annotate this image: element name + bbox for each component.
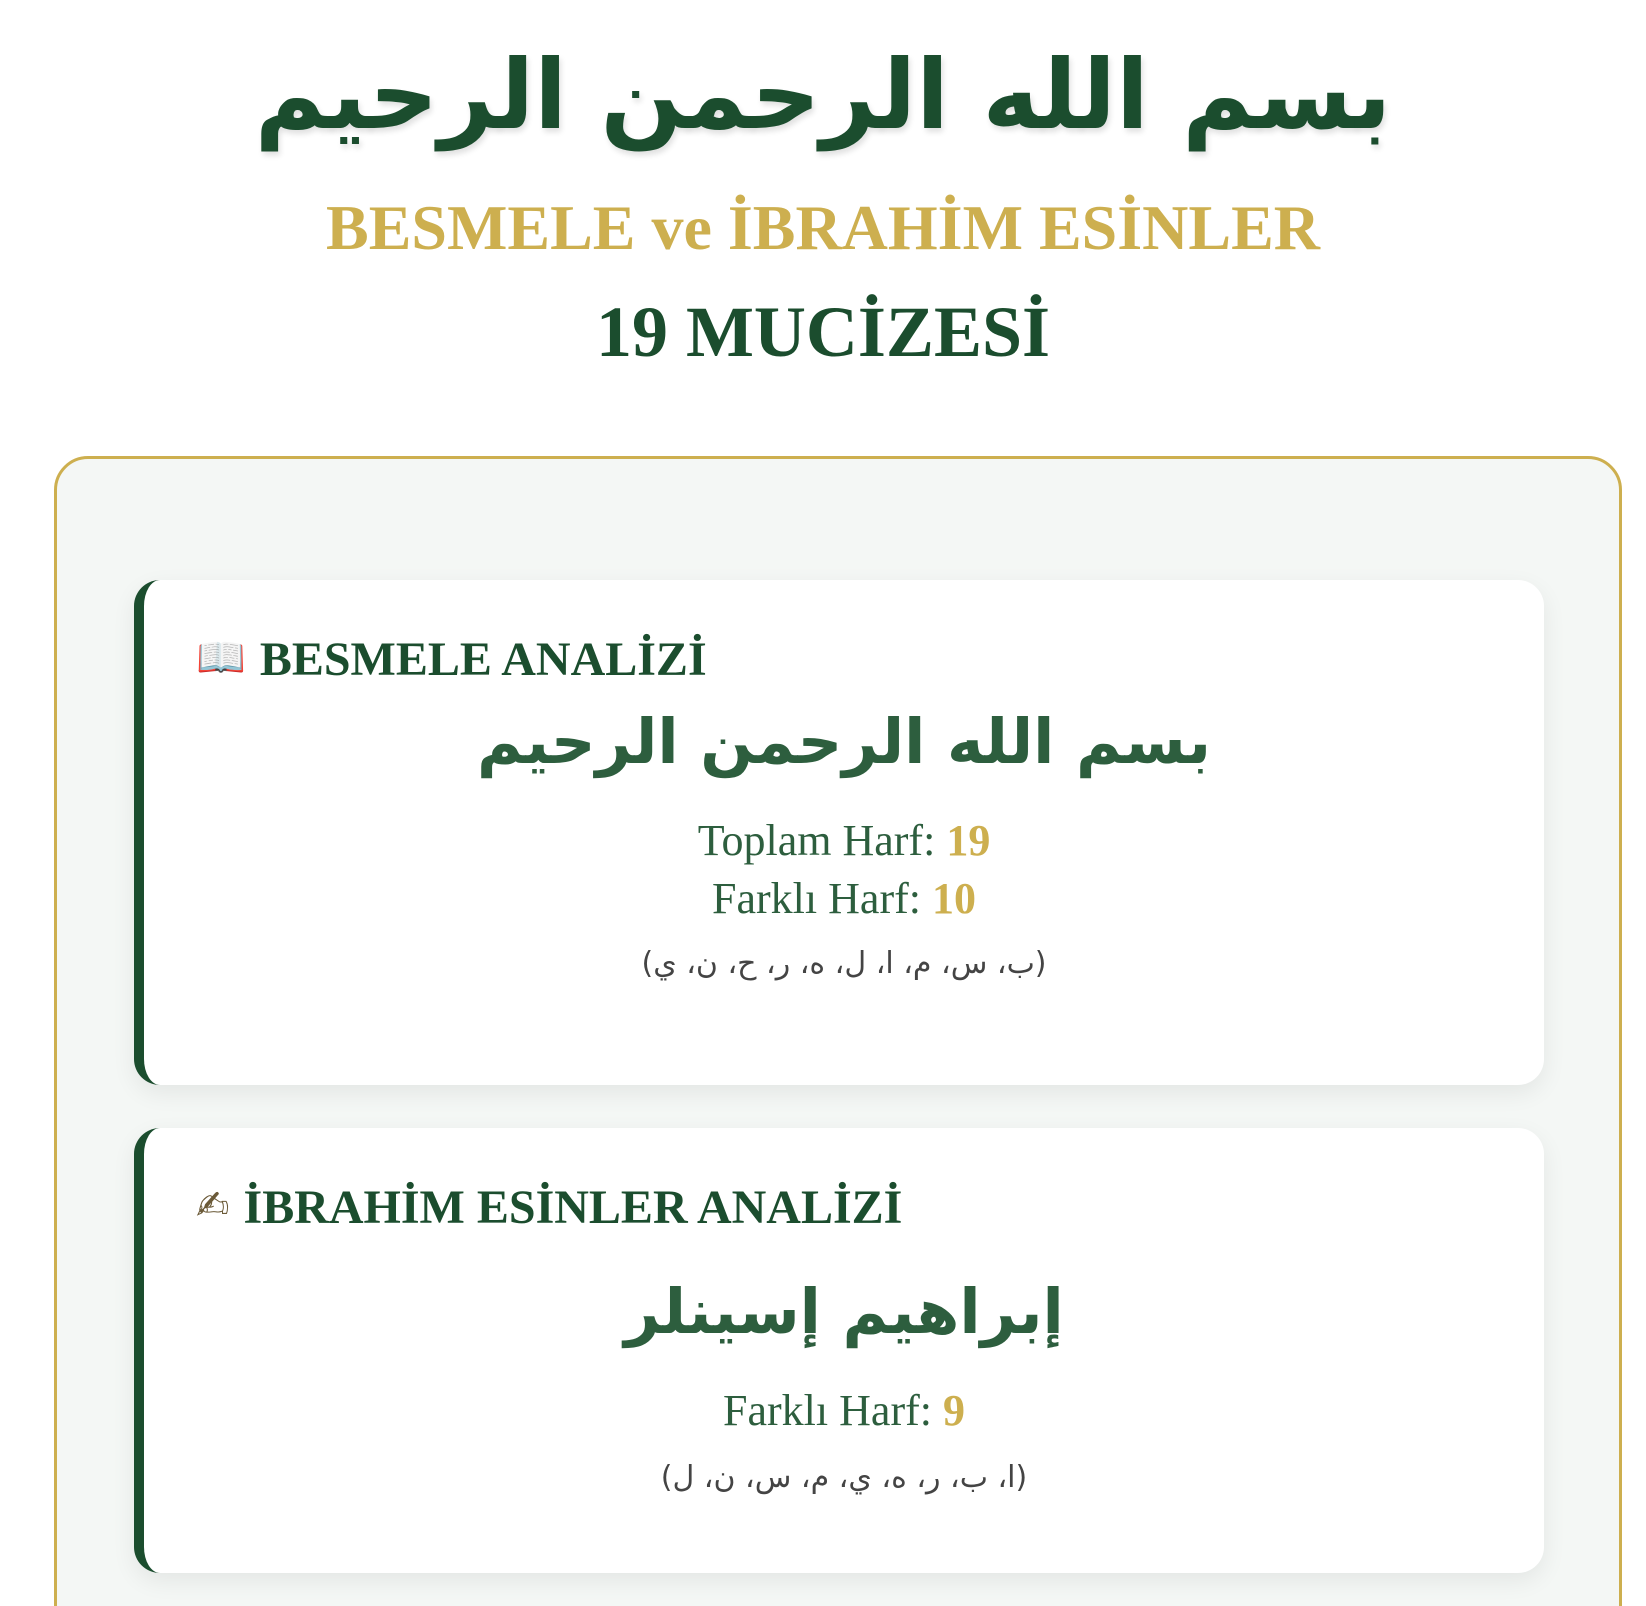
open-book-icon: 📖 (196, 635, 246, 681)
ibrahim-card-heading (196, 1176, 902, 1238)
page-title: 19 MUCİZESİ (595, 292, 1051, 372)
ibrahim-arabic-text: إبراهيم إسينلر (624, 1275, 1064, 1348)
ibrahim-card-title: İBRAHİM ESİNLER ANALİZİ (243, 1181, 903, 1234)
besmele-card-heading (196, 628, 707, 690)
ibrahim-analysis-card (134, 1128, 1544, 1573)
besmele-letters-list: (ب، س، م، ا، ل، ه، ر، ح، ن، ي) (641, 946, 1047, 981)
besmele-distinct-letters-value: 10 (931, 874, 976, 923)
total-letters-stat (144, 812, 1544, 870)
ibrahim-letters-list: (ا، ب، ر، ه، ي، م، س، ن، ل) (660, 1460, 1028, 1495)
writing-hand-icon: ✍ (196, 1183, 230, 1229)
total-letters-value: 19 (946, 816, 991, 865)
ibrahim-distinct-letters-value: 9 (942, 1386, 965, 1435)
page-subtitle: BESMELE ve İBRAHİM ESİNLER (326, 192, 1320, 263)
besmele-distinct-letters-label: Farklı Harf: (712, 874, 921, 923)
besmele-distinct-letters-stat (144, 870, 1544, 928)
total-letters-label: Toplam Harf: (697, 816, 936, 865)
besmele-analysis-card (134, 580, 1544, 1085)
besmele-card-title: BESMELE ANALİZİ (259, 633, 707, 686)
arabic-title: بسم الله الرحمن الرحيم (254, 39, 1392, 151)
besmele-arabic-text: بسم الله الرحمن الرحيم (476, 705, 1212, 778)
ibrahim-distinct-letters-stat (144, 1382, 1544, 1440)
ibrahim-distinct-letters-label: Farklı Harf: (723, 1386, 932, 1435)
